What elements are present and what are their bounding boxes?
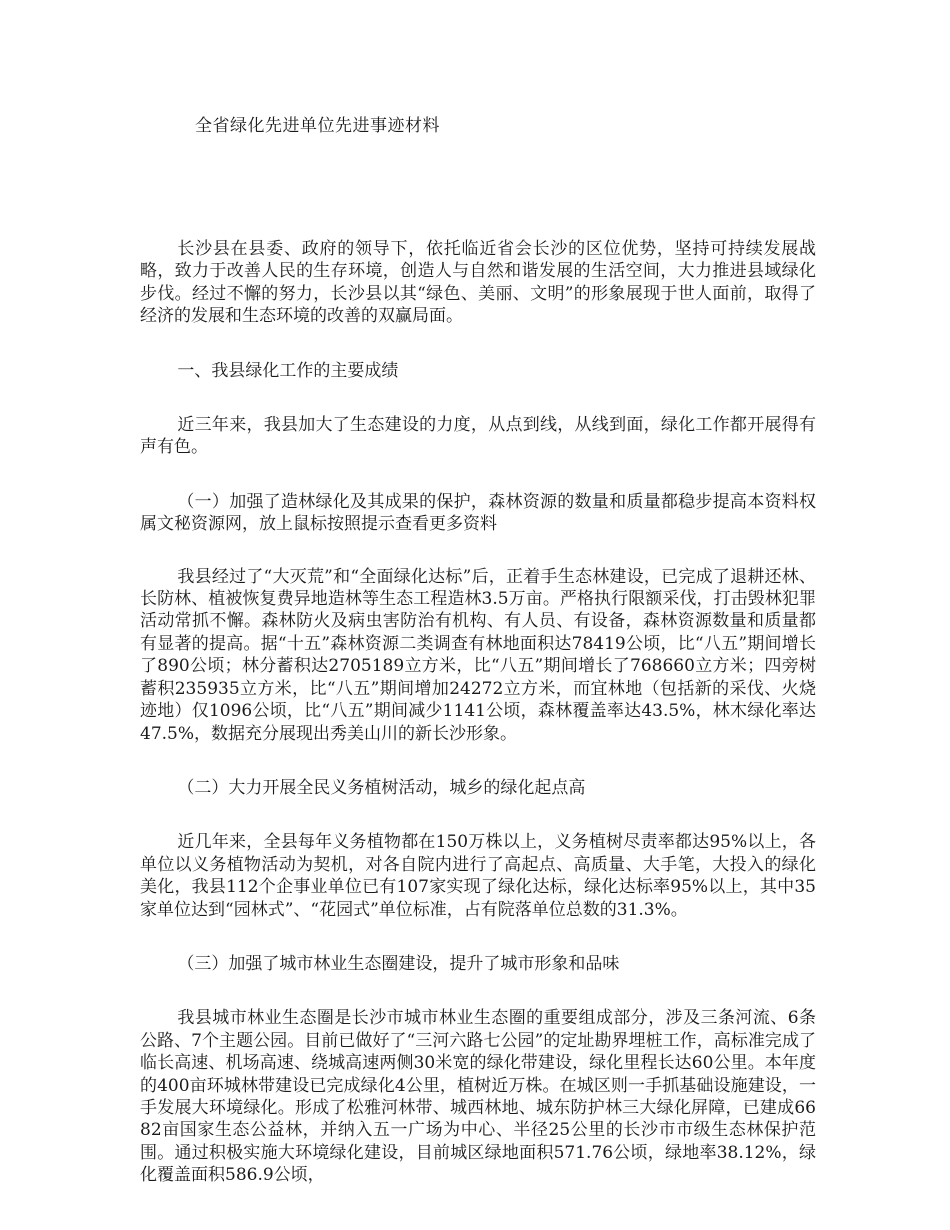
afforestation-paragraph: 我县经过了“大灭荒”和“全面绿化达标”后，正着手生态林建设，已完成了退耕还林、长防林、植被恢复费异地造林等生态工程造林3.5万亩。严格执行限额采伐，打击毁林犯罪活动常抓不懈。森林防火及病虫害防治有机构、有人员、有设备，森林资源数量和质量都有显著的提高。据“十五”森林资源二类调查有林地面积达78419公顷，比“八五”期间增长了890公顷；林分蓄积达2705189立方米，比“八五”期间增长了768660立方米；四旁树蓄积235935立方米，比“八五”期间增加24272立方米，而宜林地（包括新的采伐、火烧迹地）仅1096公顷，比“八五”期间减少1141公顷，森林覆盖率达43.5%，林木绿化率达47.5%，数据充分展现出秀美山川的新长沙形象。: [140, 566, 816, 744]
section-heading-achievements: 一、我县绿化工作的主要成绩: [177, 360, 399, 381]
intro-paragraph: 长沙县在县委、政府的领导下，依托临近省会长沙的区位优势，坚持可持续发展战略，致力于改善人民的生存环境，创造人与自然和谐发展的生活空间，大力推进县域绿化步伐。经过不懈的努力，长沙县以其“绿色、美丽、文明”的形象展现于世人面前，取得了经济的发展和生态环境的改善的双赢局面。: [140, 239, 816, 327]
document-body: [140, 238, 816, 1187]
section-intro-paragraph: 近三年来，我县加大了生态建设的力度，从点到线，从线到面，绿化工作都开展得有声有色。: [140, 415, 816, 458]
subsection-heading-tree-planting: （二）大力开展全民义务植树活动，城乡的绿化起点高: [177, 777, 586, 798]
subsection-heading-urban-forestry: （三）加强了城市林业生态圈建设，提升了城市形象和品味: [177, 953, 620, 974]
subsection-heading-afforestation: （一）加强了造林绿化及其成果的保护，森林资源的数量和质量都稳步提高本资料权属文秘资源网，放上鼠标按照提示查看更多资料: [140, 491, 816, 535]
tree-planting-paragraph: 近几年来，全县每年义务植物都在150万株以上，义务植树尽责率都达95%以上，各单位以义务植物活动为契机，对各自院内进行了高起点、高质量、大手笔，大投入的绿化美化，我县112个企事业单位已有107家实现了绿化达标，绿化达标率95%以上，其中35家单位达到“园林式”、“花园式”单位标准，占有院落单位总数的31.3%。: [140, 832, 816, 920]
document-title: 全省绿化先进单位先进事迹材料: [195, 116, 440, 136]
urban-forestry-paragraph: 我县城市林业生态圈是长沙市城市林业生态圈的重要组成部分，涉及三条河流、6条公路、7个主题公园。目前已做好了“三河六路七公园”的定址勘界埋桩工作，高标准完成了临长高速、机场高速、绕城高速两侧30米宽的绿化带建设，绿化里程长达60公里。本年度的400亩环城林带建设已完成绿化4公里，植树近万株。在城区则一手抓基础设施建设，一手发展大环境绿化。形成了松雅河林带、城西林地、城东防护林三大绿化屏障，已建成6682亩国家生态公益林，并纳入五一广场为中心、半径25公里的长沙市市级生态林保护范围。通过积极实施大环境绿化建设，目前城区绿地面积571.76公顷，绿地率38.12%，绿化覆盖面积586.9公顷，: [140, 1008, 816, 1186]
